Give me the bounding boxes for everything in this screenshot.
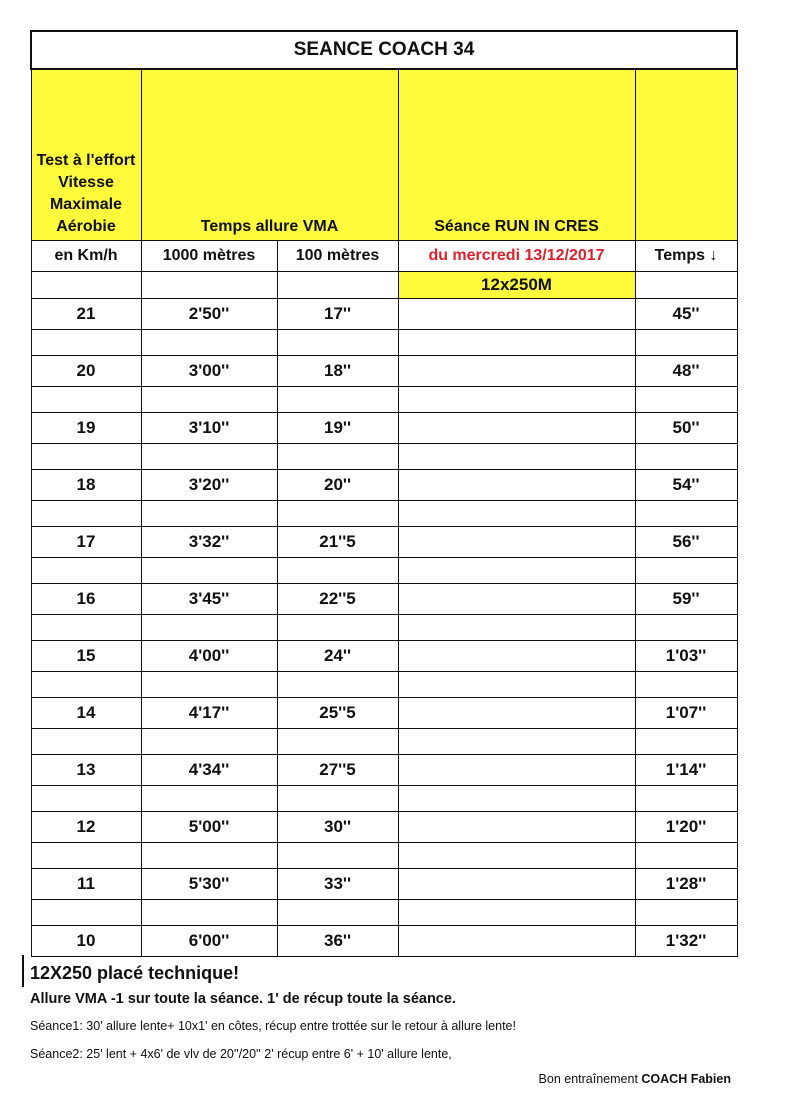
table-row <box>31 299 737 330</box>
spacer-row <box>31 843 737 869</box>
empty-cell <box>277 444 398 470</box>
note-seance2: Séance2: 25' lent + 4x6' de vlv de 20''/20'' 2' récup entre 6' + 10' allure lente, <box>30 1047 452 1061</box>
temps-cell: 1'32'' <box>635 926 737 957</box>
empty-cell <box>398 501 635 527</box>
empty-cell <box>398 729 635 755</box>
unit-kmh: en Km/h <box>31 241 141 272</box>
seance-cell <box>398 413 635 444</box>
page-title: SEANCE COACH 34 <box>31 31 737 69</box>
header-vma-times: Temps allure VMA <box>141 69 398 241</box>
spacer-row <box>31 387 737 413</box>
empty-cell <box>398 330 635 356</box>
empty-cell <box>31 558 141 584</box>
empty-cell <box>141 843 277 869</box>
time-1000m-cell: 5'30'' <box>141 869 277 900</box>
unit-temps: Temps ↓ <box>635 241 737 272</box>
speed-cell: 18 <box>31 470 141 501</box>
table-row <box>31 584 737 615</box>
time-1000m-cell: 3'32'' <box>141 527 277 558</box>
empty-cell <box>141 387 277 413</box>
table-row <box>31 869 737 900</box>
temps-cell: 54'' <box>635 470 737 501</box>
table-row <box>31 413 737 444</box>
vma-table <box>30 30 738 957</box>
time-1000m-cell: 3'45'' <box>141 584 277 615</box>
header-empty <box>635 69 737 241</box>
empty-cell <box>141 330 277 356</box>
empty-cell <box>31 615 141 641</box>
speed-cell: 14 <box>31 698 141 729</box>
empty-cell <box>277 501 398 527</box>
note-allure: Allure VMA -1 sur toute la séance. 1' de récup toute la séance. <box>30 991 456 1007</box>
seance-cell <box>398 641 635 672</box>
spacer-row <box>31 615 737 641</box>
seance-cell <box>398 527 635 558</box>
spacer-row <box>31 786 737 812</box>
empty-cell <box>31 729 141 755</box>
empty-cell <box>398 558 635 584</box>
notes <box>30 960 770 1068</box>
note-title: 12X250 placé technique! <box>30 963 240 983</box>
time-100m-cell: 25''5 <box>277 698 398 729</box>
empty-cell <box>141 615 277 641</box>
empty-cell <box>635 272 737 299</box>
signature <box>30 1072 731 1086</box>
empty-cell <box>31 272 141 299</box>
time-100m-cell: 27''5 <box>277 755 398 786</box>
spacer-row <box>31 501 737 527</box>
empty-cell <box>31 444 141 470</box>
empty-cell <box>277 843 398 869</box>
empty-cell <box>31 843 141 869</box>
seance-cell <box>398 584 635 615</box>
table-row <box>31 698 737 729</box>
empty-cell <box>635 615 737 641</box>
temps-cell: 1'03'' <box>635 641 737 672</box>
time-1000m-cell: 4'17'' <box>141 698 277 729</box>
empty-cell <box>398 444 635 470</box>
time-100m-cell: 30'' <box>277 812 398 843</box>
spacer-row <box>31 729 737 755</box>
empty-cell <box>635 387 737 413</box>
temps-cell: 1'14'' <box>635 755 737 786</box>
empty-cell <box>277 272 398 299</box>
time-100m-cell: 17'' <box>277 299 398 330</box>
temps-cell: 1'20'' <box>635 812 737 843</box>
time-1000m-cell: 2'50'' <box>141 299 277 330</box>
empty-cell <box>277 786 398 812</box>
seance-cell <box>398 299 635 330</box>
time-1000m-cell: 5'00'' <box>141 812 277 843</box>
time-1000m-cell: 4'00'' <box>141 641 277 672</box>
speed-cell: 13 <box>31 755 141 786</box>
spacer-row <box>31 672 737 698</box>
note-seance1: Séance1: 30' allure lente+ 10x1' en côtes, récup entre trottée sur le retour à allure lente! <box>30 1019 516 1033</box>
table-row <box>31 641 737 672</box>
seance-cell <box>398 755 635 786</box>
table-row <box>31 926 737 957</box>
speed-cell: 16 <box>31 584 141 615</box>
margin-line <box>22 955 24 987</box>
speed-cell: 19 <box>31 413 141 444</box>
temps-cell: 48'' <box>635 356 737 387</box>
signature-name: COACH Fabien <box>641 1072 731 1086</box>
empty-cell <box>277 729 398 755</box>
empty-cell <box>277 900 398 926</box>
empty-cell <box>635 330 737 356</box>
spacer-row <box>31 330 737 356</box>
empty-cell <box>635 444 737 470</box>
spacer-row <box>31 558 737 584</box>
table-row <box>31 527 737 558</box>
empty-cell <box>635 729 737 755</box>
session-date: du mercredi 13/12/2017 <box>398 241 635 272</box>
empty-cell <box>277 330 398 356</box>
unit-1000m: 1000 mètres <box>141 241 277 272</box>
seance-cell <box>398 470 635 501</box>
time-1000m-cell: 6'00'' <box>141 926 277 957</box>
speed-cell: 11 <box>31 869 141 900</box>
seance-cell <box>398 812 635 843</box>
empty-cell <box>31 387 141 413</box>
seance-cell <box>398 869 635 900</box>
spacer-row <box>31 900 737 926</box>
signature-prefix: Bon entraînement <box>538 1072 638 1086</box>
empty-cell <box>398 786 635 812</box>
header-seance: Séance RUN IN CRES <box>398 69 635 241</box>
time-1000m-cell: 3'00'' <box>141 356 277 387</box>
speed-cell: 15 <box>31 641 141 672</box>
table-row <box>31 812 737 843</box>
time-100m-cell: 33'' <box>277 869 398 900</box>
unit-100m: 100 mètres <box>277 241 398 272</box>
empty-cell <box>141 501 277 527</box>
empty-cell <box>398 900 635 926</box>
training-sheet <box>30 30 736 957</box>
temps-cell: 1'28'' <box>635 869 737 900</box>
speed-cell: 17 <box>31 527 141 558</box>
empty-cell <box>398 387 635 413</box>
table-row <box>31 755 737 786</box>
time-1000m-cell: 3'10'' <box>141 413 277 444</box>
empty-cell <box>277 387 398 413</box>
empty-cell <box>141 444 277 470</box>
temps-cell: 50'' <box>635 413 737 444</box>
empty-cell <box>141 672 277 698</box>
empty-cell <box>398 615 635 641</box>
spacer-row <box>31 444 737 470</box>
time-100m-cell: 20'' <box>277 470 398 501</box>
empty-cell <box>31 900 141 926</box>
time-100m-cell: 24'' <box>277 641 398 672</box>
empty-cell <box>31 501 141 527</box>
time-100m-cell: 21''5 <box>277 527 398 558</box>
empty-cell <box>635 501 737 527</box>
empty-cell <box>398 843 635 869</box>
empty-cell <box>635 843 737 869</box>
speed-cell: 12 <box>31 812 141 843</box>
time-100m-cell: 36'' <box>277 926 398 957</box>
empty-cell <box>141 900 277 926</box>
seance-cell <box>398 698 635 729</box>
empty-cell <box>635 672 737 698</box>
empty-cell <box>141 558 277 584</box>
empty-cell <box>141 729 277 755</box>
speed-cell: 10 <box>31 926 141 957</box>
empty-cell <box>277 558 398 584</box>
time-100m-cell: 22''5 <box>277 584 398 615</box>
temps-cell: 45'' <box>635 299 737 330</box>
time-1000m-cell: 4'34'' <box>141 755 277 786</box>
empty-cell <box>277 615 398 641</box>
empty-cell <box>277 672 398 698</box>
empty-cell <box>398 672 635 698</box>
empty-cell <box>31 786 141 812</box>
time-100m-cell: 19'' <box>277 413 398 444</box>
reps-label: 12x250M <box>398 272 635 299</box>
table-row <box>31 356 737 387</box>
empty-cell <box>635 786 737 812</box>
time-100m-cell: 18'' <box>277 356 398 387</box>
seance-cell <box>398 926 635 957</box>
empty-cell <box>141 786 277 812</box>
temps-cell: 1'07'' <box>635 698 737 729</box>
empty-cell <box>635 558 737 584</box>
empty-cell <box>31 672 141 698</box>
temps-cell: 56'' <box>635 527 737 558</box>
table-row <box>31 470 737 501</box>
speed-cell: 20 <box>31 356 141 387</box>
empty-cell <box>141 272 277 299</box>
temps-cell: 59'' <box>635 584 737 615</box>
header-vma-test: Test à l'effort Vitesse Maximale Aérobie <box>31 69 141 241</box>
seance-cell <box>398 356 635 387</box>
empty-cell <box>31 330 141 356</box>
speed-cell: 21 <box>31 299 141 330</box>
time-1000m-cell: 3'20'' <box>141 470 277 501</box>
empty-cell <box>635 900 737 926</box>
